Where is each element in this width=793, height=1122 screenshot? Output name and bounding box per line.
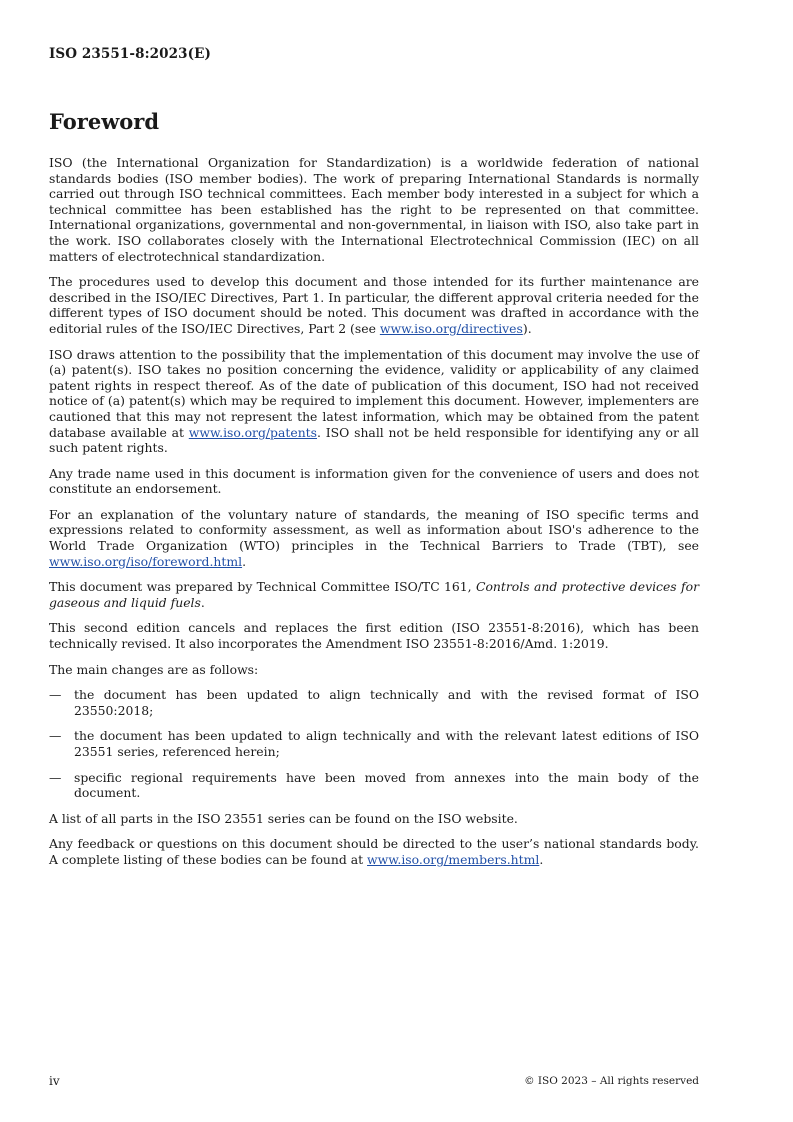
paragraph-trade-name: Any trade name used in this document is information given for the convenience of users and does not constitute an endorsement. [49,465,699,497]
paragraph-text: The procedures used to develop this document and those intended for its further maintenance are described in the ISO/IEC Directives, Part 1. In particular, the different approval criteria needed for the different types of ISO document should be noted. This document was drafted in accordance with the editorial rules of the ISO/IEC Directives, Part 2 (see [49,274,699,336]
patents-link[interactable]: www.iso.org/patents [188,424,318,440]
paragraph-procedures [49,274,699,336]
committee-title: Controls and protective devices for gaseous and liquid fuels [49,579,699,610]
paragraph-committee [49,579,699,610]
page-number: iv [49,1074,60,1088]
paragraph-edition: This second edition cancels and replaces the first edition (ISO 23551-8:2016), which has been technically revised. It also incorporates the Amendment ISO 23551-8:2016/Amd. 1:2019. [49,620,699,652]
list-item-text: specific regional requirements have been moved from annexes into the main body of the document. [74,769,699,801]
paragraph-iso-intro: ISO (the International Organization for Standardization) is a worldwide federation of national standards bodies (ISO member bodies). The work of preparing International Standards is normally carried out through ISO technical committees. Each member body interested in a subject for which a technical committee has been established has the right to be represented on that committee. International organizations, governmental and non-governmental, in liaison with ISO, also take part in the work. ISO collaborates closely with the International Electrotechnical Commission (IEC) on all matters of electrotechnical standardization. [49,155,699,264]
directives-link[interactable]: www.iso.org/directives [379,320,523,336]
paragraph-text-end: . [539,851,544,867]
paragraph-series-list: A list of all parts in the ISO 23551 series can be found on the ISO website. [49,810,518,826]
paragraph-text-end: . [200,594,205,610]
list-dash: — [49,687,62,703]
members-link[interactable]: www.iso.org/members.html [367,851,540,867]
document-id-header: ISO 23551-8:2023(E) [49,46,212,62]
page-title: Foreword [49,109,160,134]
list-item [49,770,699,801]
paragraph-text: This document was prepared by Technical Committee ISO/TC 161, [49,579,476,595]
list-item-text: the document has been updated to align technically and with the revised format of ISO 23550:2018; [74,687,699,718]
list-item [49,687,699,718]
paragraph-text: ISO draws attention to the possibility that the implementation of this document may involve the use of (a) patent(s). ISO takes no position concerning the evidence, validity or applicability of any claimed patent rights in respect thereof. As of the date of publication of this document, ISO had not received notice of (a) patent(s) which may be required to implement this document. However, implementers are cautioned that this may not represent the latest information, which may be obtained from the patent database available at [49,346,699,440]
list-dash: — [49,769,62,785]
paragraph-patents [49,347,699,456]
paragraph-text-end: ). [522,320,532,336]
paragraph-text-end: . [242,553,247,569]
paragraph-main-changes-intro: The main changes are as follows: [49,661,259,677]
list-dash: — [49,728,62,744]
paragraph-voluntary-nature [49,507,699,569]
paragraph-feedback [49,836,699,867]
copyright-notice: © ISO 2023 – All rights reserved [524,1075,699,1087]
foreword-body [49,155,699,878]
changes-list [49,687,699,801]
paragraph-text: For an explanation of the voluntary nature of standards, the meaning of ISO specific terms and expressions related to conformity assessment, as well as information about ISO's adherence to the World Trade Organization (WTO) principles in the Technical Barriers to Trade (TBT), see [49,506,699,554]
foreword-link[interactable]: www.iso.org/iso/foreword.html [49,553,243,569]
list-item [49,728,699,759]
paragraph-text: Any feedback or questions on this document should be directed to the user’s national standards body. A complete listing of these bodies can be found at [49,836,699,867]
paragraph-text-end: . ISO shall not be held responsible for identifying any or all such patent rights. [49,424,699,456]
list-item-text: the document has been updated to align technically and with the relevant latest editions of ISO 23551 series, referenced herein; [74,728,699,759]
